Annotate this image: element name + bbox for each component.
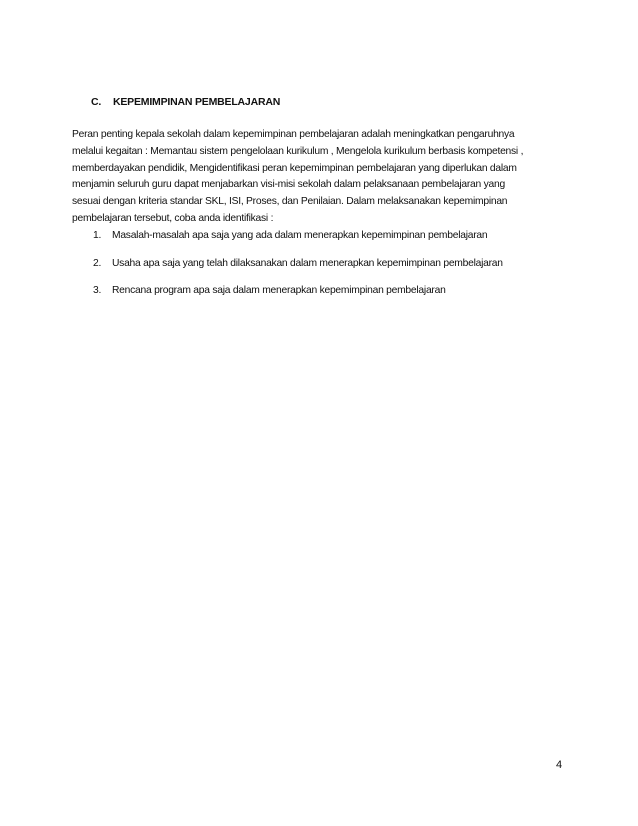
paragraph-line: menjamin seluruh guru dapat menjabarkan visi-misi sekolah dalam pelaksanaan pembelajaran yang [72, 179, 505, 191]
paragraph-line: pembelajaran tersebut, coba anda identifikasi : [72, 212, 274, 224]
body-paragraph [72, 127, 572, 228]
paragraph-line: memberdayakan pendidik, Mengidentifikasi peran kepemimpinan pembelajaran yang diperlukan dalam [72, 162, 517, 174]
section-title: KEPEMIMPINAN PEMBELAJARAN [113, 96, 281, 108]
list-item-text: Masalah-masalah apa saja yang ada dalam menerapkan kepemimpinan pembelajaran [112, 230, 488, 241]
list-item [93, 256, 503, 272]
paragraph-line: melalui kegaitan : Memantau sistem pengelolaan kurikulum , Mengelola kurikulum berbasis kompetensi , [72, 145, 524, 157]
list-item-text: Rencana program apa saja dalam menerapkan kepemimpinan pembelajaran [112, 285, 446, 296]
paragraph-line: Peran penting kepala sekolah dalam kepemimpinan pembelajaran adalah meningkatkan pengaruhnya [72, 129, 515, 140]
list-item-text: Usaha apa saja yang telah dilaksanakan dalam menerapkan kepemimpinan pembelajaran [112, 258, 503, 269]
list-item [93, 228, 487, 244]
page-number: 4 [556, 759, 563, 771]
list-item-number: 1. [93, 230, 102, 241]
paragraph-line: sesuai dengan kriteria standar SKL, ISI, Proses, dan Penilaian. Dalam melaksanakan kepemimpinan [72, 196, 508, 208]
list-item-number: 3. [93, 285, 102, 296]
list-item [93, 283, 446, 299]
section-heading [91, 96, 280, 108]
section-letter: C. [91, 96, 102, 108]
list-item-number: 2. [93, 258, 102, 269]
